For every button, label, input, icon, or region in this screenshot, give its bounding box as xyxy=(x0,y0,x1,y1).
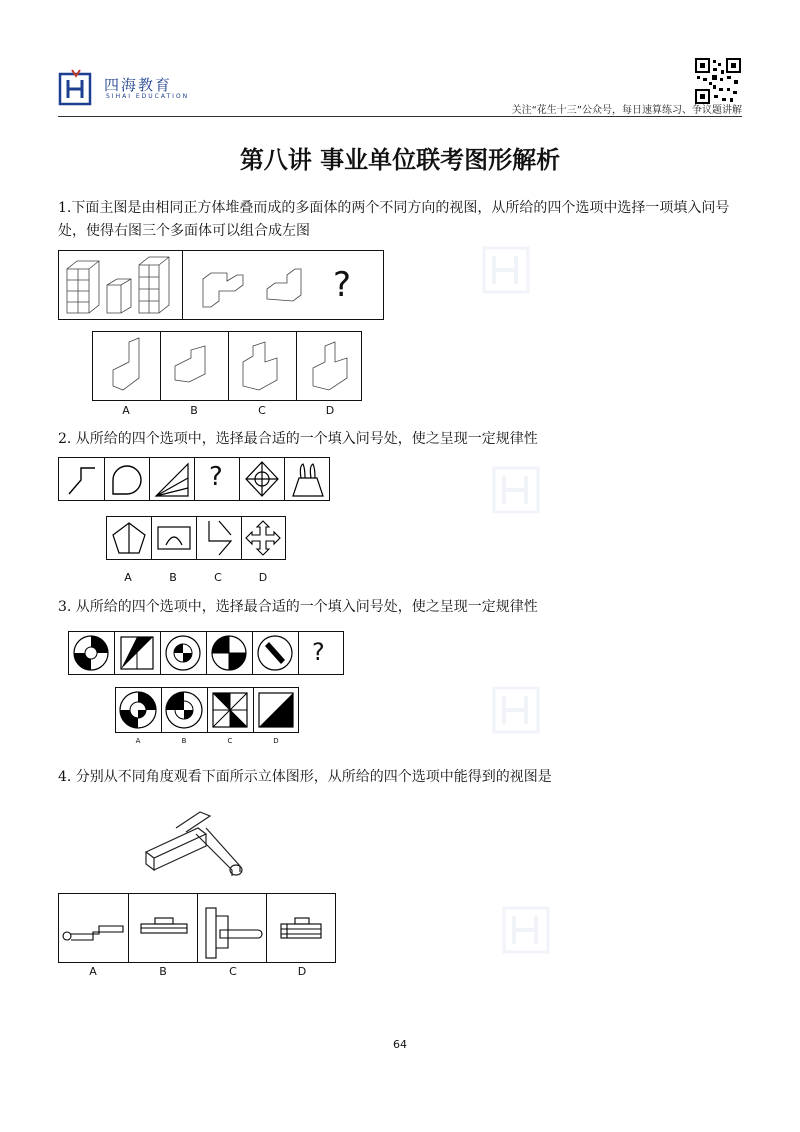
q1-main-view-cell xyxy=(59,251,183,319)
q4-option-c-label: C xyxy=(229,965,237,978)
cube-parts-icon xyxy=(183,251,383,319)
q4-option-b-label: B xyxy=(159,965,167,978)
triangle-lines-icon xyxy=(150,458,194,500)
q1-option-b-label: B xyxy=(190,404,198,417)
logo-text: 四海教育 xyxy=(104,76,173,94)
cube-option-d-icon xyxy=(297,332,361,400)
zigzag-icon xyxy=(197,517,241,559)
cube-stack-icon xyxy=(59,251,181,319)
q2-option-d-cell[interactable] xyxy=(242,517,285,559)
question-1-text: 1.下面主图是由相同正方体堆叠而成的多面体的两个不同方向的视图，从所给的四个选项中选择一项填入问号处，使得右图三个多面体可以组合成左图 xyxy=(58,200,730,239)
q1-option-c-label: C xyxy=(258,404,266,417)
question-4-text: 4. 分别从不同角度观看下面所示立体图形，从所给的四个选项中能得到的视图是 xyxy=(58,769,552,785)
q2-option-c-label: C xyxy=(214,571,222,584)
watermark-logo-icon xyxy=(490,460,580,520)
corner-line-icon xyxy=(59,458,103,500)
logo-subtext: SIHAI EDUCATION xyxy=(106,93,190,100)
q4-option-b-cell[interactable] xyxy=(129,894,198,962)
question-3-options xyxy=(115,687,299,733)
q2-cell-2 xyxy=(105,458,150,500)
circle-pattern-icon xyxy=(207,632,251,674)
watermark-logo-icon xyxy=(490,680,580,740)
q4-option-d-label: D xyxy=(297,965,307,978)
cube-option-c-icon xyxy=(229,332,295,400)
q3-option-c-cell[interactable] xyxy=(208,688,254,732)
header-divider xyxy=(58,116,742,117)
diamond-circle-icon xyxy=(240,458,284,500)
qr-code-icon xyxy=(695,58,741,104)
teardrop-icon xyxy=(105,458,149,500)
q2-cell-6 xyxy=(285,458,329,500)
circle-pattern-icon xyxy=(161,632,205,674)
q2-question-mark: ? xyxy=(209,462,223,492)
q3-option-d-label: D xyxy=(273,737,279,745)
q3-cell-3 xyxy=(161,632,207,674)
q3-option-c-label: C xyxy=(227,737,233,745)
q4-option-c-cell[interactable] xyxy=(198,894,267,962)
square-star-icon xyxy=(208,688,252,732)
question-2-text: 2. 从所给的四个选项中，选择最合适的一个填入问号处，使之呈现一定规律性 xyxy=(58,431,538,447)
q2-option-c-cell[interactable] xyxy=(197,517,242,559)
cube-option-a-icon xyxy=(93,332,159,400)
question-4-options xyxy=(58,893,336,963)
question-1-options xyxy=(92,331,362,401)
circle-pattern-icon xyxy=(162,688,206,732)
q2-option-a-label: A xyxy=(124,571,132,584)
header-slogan: 关注“花生十三”公众号，每日速算练习、争议题讲解 xyxy=(511,105,742,116)
question-2-options xyxy=(106,516,286,560)
q1-option-a-label: A xyxy=(122,404,130,417)
q2-option-a-cell[interactable] xyxy=(107,517,152,559)
q3-cell-2 xyxy=(115,632,161,674)
rect-arch-icon xyxy=(152,517,196,559)
q1-option-d-label: D xyxy=(325,404,335,417)
question-3-main-figure xyxy=(68,631,344,675)
3d-solid-icon xyxy=(136,806,248,882)
watermark-logo-icon xyxy=(480,240,570,300)
square-pattern-icon xyxy=(115,632,159,674)
q1-option-a-cell[interactable] xyxy=(93,332,161,400)
view-option-b-icon xyxy=(129,894,197,962)
q3-option-d-cell[interactable] xyxy=(254,688,298,732)
q3-option-a-cell[interactable] xyxy=(116,688,162,732)
circle-bar-icon xyxy=(253,632,297,674)
q3-option-b-cell[interactable] xyxy=(162,688,208,732)
page-title: 第八讲 事业单位联考图形解析 xyxy=(239,146,561,174)
cube-option-b-icon xyxy=(161,332,227,400)
q3-cell-1 xyxy=(69,632,115,674)
q4-solid-figure xyxy=(136,806,248,882)
square-triangle-icon xyxy=(254,688,298,732)
q1-option-c-cell[interactable] xyxy=(229,332,297,400)
q2-option-b-label: B xyxy=(169,571,177,584)
question-2-main-figure xyxy=(58,457,330,501)
q3-option-a-label: A xyxy=(135,737,141,745)
rabbit-trapezoid-icon xyxy=(285,458,329,500)
view-option-c-icon xyxy=(198,894,266,962)
q3-cell-6 xyxy=(299,632,343,674)
watermark-logo-icon xyxy=(500,900,590,960)
view-option-d-icon xyxy=(267,894,335,962)
q3-cell-5 xyxy=(253,632,299,674)
q2-option-d-label: D xyxy=(258,571,268,584)
circle-pattern-icon xyxy=(116,688,160,732)
logo-icon xyxy=(58,68,98,108)
view-option-a-icon xyxy=(59,894,127,962)
q3-cell-4 xyxy=(207,632,253,674)
q2-cell-4 xyxy=(195,458,240,500)
q1-option-b-cell[interactable] xyxy=(161,332,229,400)
page-number: 64 xyxy=(393,1038,407,1051)
q3-question-mark: ? xyxy=(312,638,325,666)
q2-cell-5 xyxy=(240,458,285,500)
q2-cell-1 xyxy=(59,458,105,500)
q2-cell-3 xyxy=(150,458,195,500)
q1-question-mark: ? xyxy=(333,265,352,305)
pentagon-icon xyxy=(107,517,151,559)
q1-option-d-cell[interactable] xyxy=(297,332,363,400)
q4-option-d-cell[interactable] xyxy=(267,894,335,962)
q4-option-a-cell[interactable] xyxy=(59,894,129,962)
q4-option-a-label: A xyxy=(89,965,97,978)
q1-parts-cell xyxy=(183,251,383,319)
q2-option-b-cell[interactable] xyxy=(152,517,197,559)
q3-option-b-label: B xyxy=(181,737,187,745)
question-1-main-figure xyxy=(58,250,384,320)
question-3-text: 3. 从所给的四个选项中，选择最合适的一个填入问号处，使之呈现一定规律性 xyxy=(58,599,538,615)
circle-pattern-icon xyxy=(69,632,113,674)
four-arrow-icon xyxy=(242,517,284,559)
